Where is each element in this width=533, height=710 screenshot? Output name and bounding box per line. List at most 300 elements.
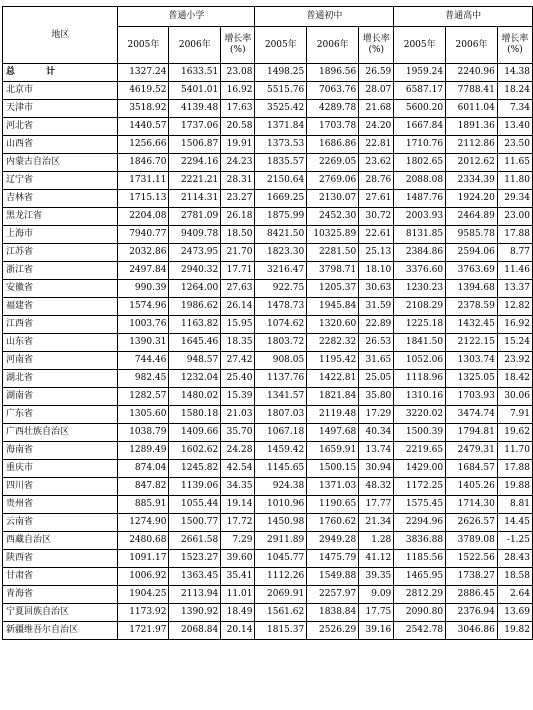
value-cell: 1320.60 <box>307 316 359 334</box>
value-cell: 1823.30 <box>255 244 307 262</box>
value-cell: 2479.31 <box>446 442 498 460</box>
value-cell: 1500.77 <box>169 514 221 532</box>
value-cell: 1405.26 <box>446 478 498 496</box>
value-cell: 1794.81 <box>446 424 498 442</box>
value-cell: 2012.62 <box>446 154 498 172</box>
value-cell: 1523.27 <box>169 550 221 568</box>
value-cell: 1500.39 <box>394 424 446 442</box>
region-column-header: 地区 <box>3 7 118 64</box>
value-cell: 1480.02 <box>169 388 221 406</box>
value-cell: 11.46 <box>497 262 532 280</box>
value-cell: 1045.77 <box>255 550 307 568</box>
value-cell: 2088.08 <box>394 172 446 190</box>
region-cell: 新疆维吾尔自治区 <box>3 622 118 640</box>
value-cell: 1986.62 <box>169 298 221 316</box>
value-cell: 1390.31 <box>118 334 169 352</box>
value-cell: 1633.51 <box>169 64 221 82</box>
value-cell: 18.42 <box>497 370 532 388</box>
table-row <box>3 136 533 154</box>
senior-2005-header: 2005年 <box>394 27 446 64</box>
junior-growth-header: 增长率(%) <box>359 27 394 64</box>
value-cell: 25.13 <box>359 244 394 262</box>
value-cell: 1274.90 <box>118 514 169 532</box>
value-cell: 21.34 <box>359 514 394 532</box>
value-cell: 1310.16 <box>394 388 446 406</box>
value-cell: 17.72 <box>221 514 255 532</box>
value-cell: 1390.92 <box>169 604 221 622</box>
value-cell: 9409.78 <box>169 226 221 244</box>
senior-high-header: 普通高中 <box>394 7 533 27</box>
value-cell: 39.60 <box>221 550 255 568</box>
value-cell: 1305.60 <box>118 406 169 424</box>
value-cell: 19.62 <box>497 424 532 442</box>
value-cell: 1645.46 <box>169 334 221 352</box>
value-cell: 1264.00 <box>169 280 221 298</box>
table-row <box>3 424 533 442</box>
region-cell: 福建省 <box>3 298 118 316</box>
value-cell: 5600.20 <box>394 100 446 118</box>
value-cell: 3525.42 <box>255 100 307 118</box>
value-cell: 1846.70 <box>118 154 169 172</box>
value-cell: 17.75 <box>359 604 394 622</box>
value-cell: 3220.02 <box>394 406 446 424</box>
value-cell: 39.35 <box>359 568 394 586</box>
value-cell: 2069.91 <box>255 586 307 604</box>
value-cell: 18.24 <box>497 82 532 100</box>
value-cell: 15.39 <box>221 388 255 406</box>
value-cell: 20.58 <box>221 118 255 136</box>
region-cell: 西藏自治区 <box>3 532 118 550</box>
value-cell: 16.92 <box>497 316 532 334</box>
value-cell: 19.14 <box>221 496 255 514</box>
value-cell: 28.43 <box>497 550 532 568</box>
value-cell: 1409.66 <box>169 424 221 442</box>
value-cell: 2473.95 <box>169 244 221 262</box>
value-cell: 1112.26 <box>255 568 307 586</box>
value-cell: 2204.08 <box>118 208 169 226</box>
value-cell: 1821.84 <box>307 388 359 406</box>
value-cell: 2240.96 <box>446 64 498 82</box>
value-cell: 18.35 <box>221 334 255 352</box>
value-cell: 1363.45 <box>169 568 221 586</box>
value-cell: 1703.78 <box>307 118 359 136</box>
value-cell: 1341.57 <box>255 388 307 406</box>
value-cell: 1945.84 <box>307 298 359 316</box>
value-cell: 1003.76 <box>118 316 169 334</box>
table-row <box>3 496 533 514</box>
value-cell: 4619.52 <box>118 82 169 100</box>
value-cell: 3046.86 <box>446 622 498 640</box>
region-cell: 上海市 <box>3 226 118 244</box>
value-cell: 1684.57 <box>446 460 498 478</box>
value-cell: 1841.50 <box>394 334 446 352</box>
value-cell: 7788.41 <box>446 82 498 100</box>
value-cell: 2068.84 <box>169 622 221 640</box>
value-cell: 1497.68 <box>307 424 359 442</box>
value-cell: 9.09 <box>359 586 394 604</box>
region-cell: 青海省 <box>3 586 118 604</box>
table-row <box>3 244 533 262</box>
value-cell: 1703.93 <box>446 388 498 406</box>
value-cell: 30.06 <box>497 388 532 406</box>
value-cell: 30.94 <box>359 460 394 478</box>
value-cell: 23.50 <box>497 136 532 154</box>
value-cell: 2112.86 <box>446 136 498 154</box>
region-cell: 广西壮族自治区 <box>3 424 118 442</box>
value-cell: 2257.97 <box>307 586 359 604</box>
value-cell: 1710.76 <box>394 136 446 154</box>
value-cell: 1487.76 <box>394 190 446 208</box>
value-cell: 13.69 <box>497 604 532 622</box>
value-cell: 2378.59 <box>446 298 498 316</box>
value-cell: 2003.93 <box>394 208 446 226</box>
table-row <box>3 226 533 244</box>
value-cell: 1959.24 <box>394 64 446 82</box>
value-cell: 1371.03 <box>307 478 359 496</box>
value-cell: 3763.69 <box>446 262 498 280</box>
value-cell: 6011.04 <box>446 100 498 118</box>
region-cell: 河南省 <box>3 352 118 370</box>
value-cell: -1.25 <box>497 532 532 550</box>
value-cell: 1190.65 <box>307 496 359 514</box>
primary-2005-header: 2005年 <box>118 27 169 64</box>
value-cell: 31.59 <box>359 298 394 316</box>
value-cell: 874.04 <box>118 460 169 478</box>
value-cell: 948.57 <box>169 352 221 370</box>
value-cell: 1256.66 <box>118 136 169 154</box>
value-cell: 11.65 <box>497 154 532 172</box>
value-cell: 1561.62 <box>255 604 307 622</box>
value-cell: 1303.74 <box>446 352 498 370</box>
value-cell: 1602.62 <box>169 442 221 460</box>
region-cell: 江西省 <box>3 316 118 334</box>
value-cell: 21.68 <box>359 100 394 118</box>
value-cell: 1163.82 <box>169 316 221 334</box>
value-cell: 1737.06 <box>169 118 221 136</box>
value-cell: 3518.92 <box>118 100 169 118</box>
value-cell: 24.20 <box>359 118 394 136</box>
value-cell: 18.49 <box>221 604 255 622</box>
value-cell: 7063.76 <box>307 82 359 100</box>
value-cell: 1440.57 <box>118 118 169 136</box>
table-row <box>3 64 533 82</box>
value-cell: 28.31 <box>221 172 255 190</box>
value-cell: 1549.88 <box>307 568 359 586</box>
value-cell: 1667.84 <box>394 118 446 136</box>
region-cell: 内蒙古自治区 <box>3 154 118 172</box>
header-row-groups <box>3 7 533 27</box>
table-row <box>3 442 533 460</box>
value-cell: 1506.87 <box>169 136 221 154</box>
value-cell: 1091.17 <box>118 550 169 568</box>
value-cell: 30.63 <box>359 280 394 298</box>
value-cell: 1475.79 <box>307 550 359 568</box>
region-cell: 云南省 <box>3 514 118 532</box>
value-cell: 1067.18 <box>255 424 307 442</box>
value-cell: 14.45 <box>497 514 532 532</box>
table-row <box>3 334 533 352</box>
region-cell: 辽宁省 <box>3 172 118 190</box>
value-cell: 41.12 <box>359 550 394 568</box>
value-cell: 3789.08 <box>446 532 498 550</box>
value-cell: 30.72 <box>359 208 394 226</box>
value-cell: 2464.89 <box>446 208 498 226</box>
value-cell: 1055.44 <box>169 496 221 514</box>
value-cell: 28.07 <box>359 82 394 100</box>
value-cell: 11.01 <box>221 586 255 604</box>
value-cell: 39.16 <box>359 622 394 640</box>
value-cell: 2480.68 <box>118 532 169 550</box>
value-cell: 924.38 <box>255 478 307 496</box>
value-cell: 15.24 <box>497 334 532 352</box>
value-cell: 1373.53 <box>255 136 307 154</box>
value-cell: 1574.96 <box>118 298 169 316</box>
value-cell: 2781.09 <box>169 208 221 226</box>
value-cell: 1924.20 <box>446 190 498 208</box>
region-cell: 北京市 <box>3 82 118 100</box>
region-cell: 陕西省 <box>3 550 118 568</box>
value-cell: 908.05 <box>255 352 307 370</box>
value-cell: 1139.06 <box>169 478 221 496</box>
value-cell: 23.62 <box>359 154 394 172</box>
value-cell: 22.61 <box>359 226 394 244</box>
value-cell: 2886.45 <box>446 586 498 604</box>
value-cell: 1686.86 <box>307 136 359 154</box>
region-cell: 重庆市 <box>3 460 118 478</box>
region-cell: 四川省 <box>3 478 118 496</box>
table-row <box>3 622 533 640</box>
table-row <box>3 532 533 550</box>
value-cell: 14.38 <box>497 64 532 82</box>
value-cell: 13.74 <box>359 442 394 460</box>
value-cell: 8131.85 <box>394 226 446 244</box>
value-cell: 48.32 <box>359 478 394 496</box>
value-cell: 18.10 <box>359 262 394 280</box>
value-cell: 1522.56 <box>446 550 498 568</box>
region-cell: 江苏省 <box>3 244 118 262</box>
value-cell: 2376.94 <box>446 604 498 622</box>
value-cell: 9585.78 <box>446 226 498 244</box>
value-cell: 1802.65 <box>394 154 446 172</box>
value-cell: 13.40 <box>497 118 532 136</box>
value-cell: 5515.76 <box>255 82 307 100</box>
table-row <box>3 352 533 370</box>
value-cell: 1422.81 <box>307 370 359 388</box>
value-cell: 982.45 <box>118 370 169 388</box>
value-cell: 11.80 <box>497 172 532 190</box>
value-cell: 1394.68 <box>446 280 498 298</box>
value-cell: 1172.25 <box>394 478 446 496</box>
value-cell: 17.63 <box>221 100 255 118</box>
value-cell: 18.50 <box>221 226 255 244</box>
table-row <box>3 370 533 388</box>
value-cell: 4289.78 <box>307 100 359 118</box>
value-cell: 1669.25 <box>255 190 307 208</box>
value-cell: 2090.80 <box>394 604 446 622</box>
value-cell: 17.71 <box>221 262 255 280</box>
value-cell: 2113.94 <box>169 586 221 604</box>
table-row <box>3 514 533 532</box>
value-cell: 1230.23 <box>394 280 446 298</box>
value-cell: 22.81 <box>359 136 394 154</box>
table-row <box>3 550 533 568</box>
value-cell: 11.70 <box>497 442 532 460</box>
value-cell: 2114.31 <box>169 190 221 208</box>
value-cell: 1807.03 <box>255 406 307 424</box>
value-cell: 21.70 <box>221 244 255 262</box>
value-cell: 1714.30 <box>446 496 498 514</box>
primary-2006-header: 2006年 <box>169 27 221 64</box>
value-cell: 31.65 <box>359 352 394 370</box>
value-cell: 10325.89 <box>307 226 359 244</box>
value-cell: 8.77 <box>497 244 532 262</box>
region-cell: 黑龙江省 <box>3 208 118 226</box>
table-row <box>3 82 533 100</box>
value-cell: 1731.11 <box>118 172 169 190</box>
value-cell: 1891.36 <box>446 118 498 136</box>
value-cell: 2119.48 <box>307 406 359 424</box>
value-cell: 40.34 <box>359 424 394 442</box>
value-cell: 34.35 <box>221 478 255 496</box>
value-cell: 1803.72 <box>255 334 307 352</box>
value-cell: 19.88 <box>497 478 532 496</box>
value-cell: 1327.24 <box>118 64 169 82</box>
value-cell: 3836.88 <box>394 532 446 550</box>
value-cell: 6587.17 <box>394 82 446 100</box>
value-cell: 2542.78 <box>394 622 446 640</box>
value-cell: 4139.48 <box>169 100 221 118</box>
value-cell: 26.59 <box>359 64 394 82</box>
region-cell: 天津市 <box>3 100 118 118</box>
value-cell: 2219.65 <box>394 442 446 460</box>
value-cell: 2130.07 <box>307 190 359 208</box>
region-cell: 海南省 <box>3 442 118 460</box>
value-cell: 990.39 <box>118 280 169 298</box>
value-cell: 3376.60 <box>394 262 446 280</box>
value-cell: 2294.96 <box>394 514 446 532</box>
value-cell: 2269.05 <box>307 154 359 172</box>
value-cell: 25.40 <box>221 370 255 388</box>
value-cell: 2150.64 <box>255 172 307 190</box>
table-row <box>3 460 533 478</box>
value-cell: 2911.89 <box>255 532 307 550</box>
region-cell: 安徽省 <box>3 280 118 298</box>
value-cell: 28.76 <box>359 172 394 190</box>
value-cell: 3216.47 <box>255 262 307 280</box>
value-cell: 17.88 <box>497 226 532 244</box>
value-cell: 2282.32 <box>307 334 359 352</box>
value-cell: 885.91 <box>118 496 169 514</box>
value-cell: 29.34 <box>497 190 532 208</box>
value-cell: 922.75 <box>255 280 307 298</box>
table-row <box>3 388 533 406</box>
value-cell: 1074.62 <box>255 316 307 334</box>
value-cell: 3474.74 <box>446 406 498 424</box>
value-cell: 1659.91 <box>307 442 359 460</box>
value-cell: 26.53 <box>359 334 394 352</box>
value-cell: 19.82 <box>497 622 532 640</box>
value-cell: 1904.25 <box>118 586 169 604</box>
region-cell: 山西省 <box>3 136 118 154</box>
value-cell: 1465.95 <box>394 568 446 586</box>
value-cell: 1010.96 <box>255 496 307 514</box>
table-row <box>3 604 533 622</box>
table-row <box>3 406 533 424</box>
region-cell: 甘肃省 <box>3 568 118 586</box>
value-cell: 42.54 <box>221 460 255 478</box>
value-cell: 27.42 <box>221 352 255 370</box>
value-cell: 7.34 <box>497 100 532 118</box>
value-cell: 1.28 <box>359 532 394 550</box>
region-cell: 宁夏回族自治区 <box>3 604 118 622</box>
value-cell: 18.58 <box>497 568 532 586</box>
value-cell: 23.92 <box>497 352 532 370</box>
value-cell: 1580.18 <box>169 406 221 424</box>
value-cell: 2334.39 <box>446 172 498 190</box>
value-cell: 2812.29 <box>394 586 446 604</box>
senior-growth-header: 增长率(%) <box>497 27 532 64</box>
table-row <box>3 568 533 586</box>
value-cell: 25.05 <box>359 370 394 388</box>
value-cell: 2221.21 <box>169 172 221 190</box>
region-cell: 湖南省 <box>3 388 118 406</box>
junior-2005-header: 2005年 <box>255 27 307 64</box>
value-cell: 2949.28 <box>307 532 359 550</box>
value-cell: 2452.30 <box>307 208 359 226</box>
value-cell: 1232.04 <box>169 370 221 388</box>
table-row <box>3 478 533 496</box>
value-cell: 13.37 <box>497 280 532 298</box>
value-cell: 26.18 <box>221 208 255 226</box>
value-cell: 35.41 <box>221 568 255 586</box>
primary-school-header: 普通小学 <box>118 7 255 27</box>
senior-2006-header: 2006年 <box>446 27 498 64</box>
value-cell: 8421.50 <box>255 226 307 244</box>
value-cell: 1289.49 <box>118 442 169 460</box>
value-cell: 1371.84 <box>255 118 307 136</box>
value-cell: 1325.05 <box>446 370 498 388</box>
value-cell: 1896.56 <box>307 64 359 82</box>
value-cell: 16.92 <box>221 82 255 100</box>
value-cell: 23.08 <box>221 64 255 82</box>
value-cell: 1450.98 <box>255 514 307 532</box>
primary-growth-header: 增长率(%) <box>221 27 255 64</box>
value-cell: 8.81 <box>497 496 532 514</box>
value-cell: 19.91 <box>221 136 255 154</box>
value-cell: 847.82 <box>118 478 169 496</box>
table-row <box>3 280 533 298</box>
value-cell: 1760.62 <box>307 514 359 532</box>
region-cell: 广东省 <box>3 406 118 424</box>
region-cell: 湖北省 <box>3 370 118 388</box>
value-cell: 1429.00 <box>394 460 446 478</box>
value-cell: 1173.92 <box>118 604 169 622</box>
table-row <box>3 118 533 136</box>
region-cell: 浙江省 <box>3 262 118 280</box>
value-cell: 2940.32 <box>169 262 221 280</box>
region-cell: 总 计 <box>3 64 118 82</box>
value-cell: 7.29 <box>221 532 255 550</box>
table-row <box>3 262 533 280</box>
value-cell: 1835.57 <box>255 154 307 172</box>
value-cell: 23.00 <box>497 208 532 226</box>
value-cell: 17.88 <box>497 460 532 478</box>
table-row <box>3 298 533 316</box>
value-cell: 2.64 <box>497 586 532 604</box>
value-cell: 35.70 <box>221 424 255 442</box>
value-cell: 2384.86 <box>394 244 446 262</box>
value-cell: 22.89 <box>359 316 394 334</box>
